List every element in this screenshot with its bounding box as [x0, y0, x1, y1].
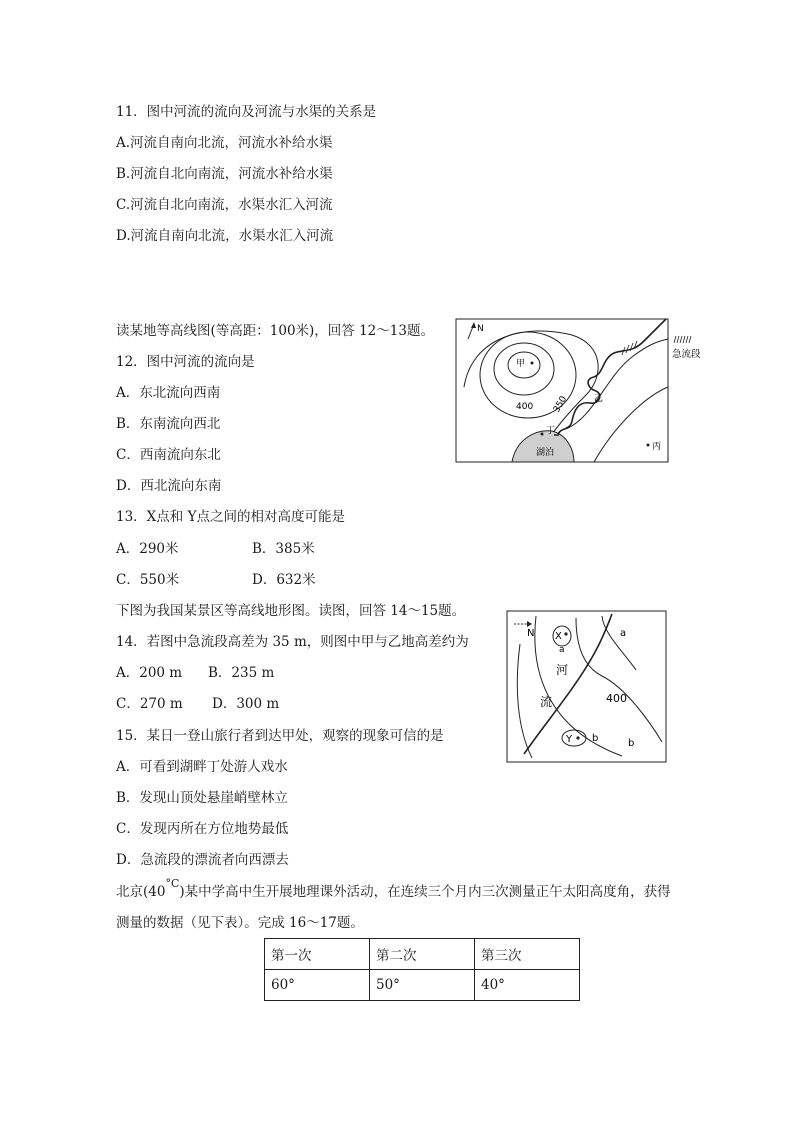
contour-map-1: [454, 317, 701, 467]
q12-option-c: C．西南流向东北: [116, 447, 221, 463]
label-contour-400: 400: [606, 692, 627, 705]
table-cell: 50°: [370, 970, 475, 1001]
q12-option-a: A．东北流向西南: [116, 385, 221, 401]
contour-map-2: [506, 610, 668, 764]
q15-stem: 15．某日一登山旅行者到达甲处，观察的现象可信的是: [116, 728, 444, 744]
q11-option-b: B.河流自北向南流，河流水补给水渠: [116, 166, 333, 182]
degree-mark: °C: [165, 877, 180, 890]
label-yi: 乙: [594, 394, 604, 404]
label-contour-350: 350: [551, 394, 570, 415]
label-a-big: a: [620, 628, 627, 639]
q11-option-d: D.河流自南向北流，水渠水汇入河流: [116, 228, 334, 244]
q11-option-c: C.河流自北向南流，水渠水汇入河流: [116, 197, 333, 213]
table-cell: 60°: [265, 970, 370, 1001]
table-row: [265, 970, 580, 1001]
table-cell: 40°: [475, 970, 580, 1001]
q13-option-b: B．385米: [252, 541, 315, 557]
q14-option-c: C．270 m: [116, 696, 183, 712]
label-bing: 丙: [652, 442, 662, 452]
point-ding: [541, 433, 544, 436]
q15-option-c: C．发现丙所在方位地势最低: [116, 821, 289, 837]
q11-stem: 11．图中河流的流向及河流与水渠的关系是: [116, 104, 377, 120]
table-header-cell: 第二次: [370, 939, 475, 970]
q11-option-a: A.河流自南向北流，河流水补给水渠: [116, 135, 333, 151]
label-contour-400: 400: [516, 402, 534, 412]
table-header-row: [265, 939, 580, 970]
table-header-cell: 第三次: [475, 939, 580, 970]
label-y: Y: [566, 734, 573, 745]
intro-16-17-part-a: 北京(40: [116, 884, 166, 900]
q12-option-b: B．东南流向西北: [116, 416, 221, 432]
q14-option-b: B．235 m: [208, 665, 275, 681]
q14-option-d: D．300 m: [212, 696, 280, 712]
point-jia: [531, 362, 534, 365]
table-header-cell: 第一次: [265, 939, 370, 970]
q12-option-d: D．西北流向东南: [116, 478, 222, 494]
q13-option-d: D．632米: [252, 572, 316, 588]
q13-stem: 13．X点和 Y点之间的相对高度可能是: [116, 509, 345, 525]
label-liu: 流: [540, 695, 553, 709]
q14-stem: 14．若图中急流段高差为 35 m，则图中甲与乙地高差约为: [116, 634, 469, 650]
map-1-north-label: N: [477, 324, 484, 334]
label-ding: 丁: [546, 426, 556, 436]
q15-option-a: A．可看到湖畔丁处游人戏水: [116, 759, 288, 775]
q15-option-d: D．急流段的漂流者向西漂去: [116, 852, 289, 868]
label-jia: 甲: [516, 359, 526, 369]
label-he: 河: [556, 663, 569, 677]
point-x: [564, 632, 567, 635]
label-a-small: a: [559, 645, 565, 655]
rapids-legend-icon: [674, 336, 691, 343]
label-b-small: b: [592, 733, 599, 744]
map-2-north-label: N: [527, 628, 535, 639]
q12-stem: 12．图中河流的流向是: [116, 354, 255, 370]
q14-option-a: A．200 m: [116, 665, 183, 681]
label-x: X: [555, 631, 562, 642]
intro-12-13: 读某地等高线图(等高距：100米)，回答 12～13题。: [116, 323, 434, 339]
q13-option-a: A．290米: [116, 541, 179, 557]
point-bing: [647, 444, 650, 447]
point-y: [576, 736, 579, 739]
q13-option-c: C．550米: [116, 572, 180, 588]
sun-angle-table: [264, 938, 580, 1001]
label-lake: 湖泊: [536, 448, 555, 458]
label-b-big: b: [628, 738, 635, 749]
intro-16-17-line2: 测量的数据（见下表）。完成 16～17题。: [116, 915, 364, 931]
intro-14-15: 下图为我国某景区等高线地形图。读图，回答 14～15题。: [116, 603, 466, 619]
rapids-legend-label: 急流段: [672, 349, 701, 360]
q15-option-b: B．发现山顶处悬崖峭壁林立: [116, 790, 288, 806]
intro-16-17-part-b: )某中学高中生开展地理课外活动，在连续三个月内三次测量正午太阳高度角，获得: [179, 884, 671, 900]
intro-16-17-line1: [116, 877, 671, 902]
